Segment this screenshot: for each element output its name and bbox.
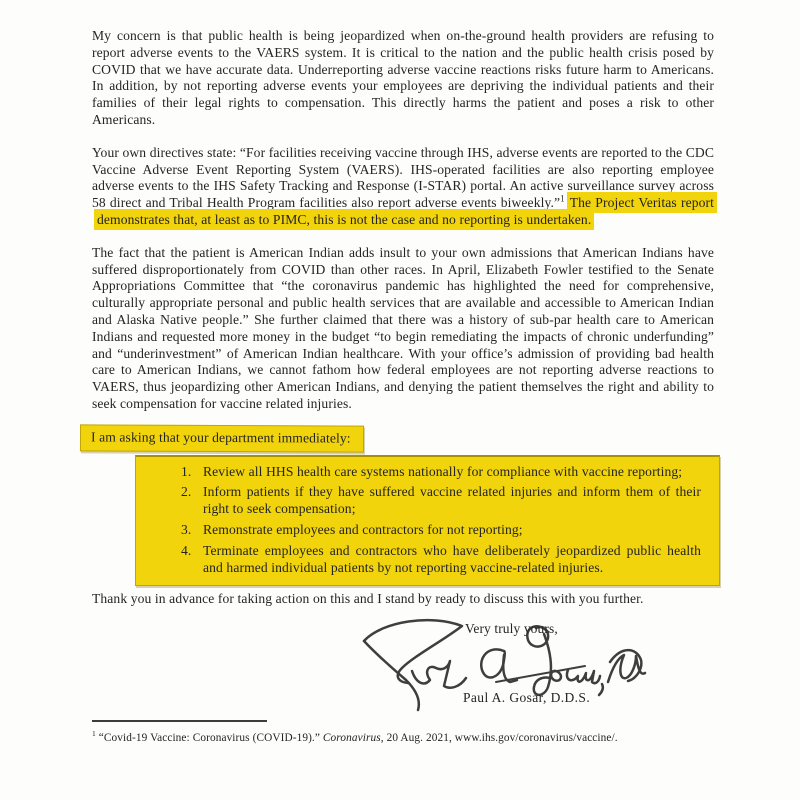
demand-item: [181, 464, 701, 481]
footnote-marker: 1: [92, 729, 96, 739]
demand-text: Inform patients if they have suffered vaccine related injuries and inform them of their right to seek compensation;: [203, 484, 701, 517]
paragraph-american-indian: The fact that the patient is American Indian adds insult to your own admissions that American Indians have suffered disproportionately from COVID than other races. In April, Elizabeth Fowler testified to the Senate Appropriations Committee that “the coronavirus pandemic has highlighted the need for comprehensive, culturally appropriate personal and public health services that are available and accessible to American Indian and Alaska Native people.” She further claimed that there was a history of sub-par health care to American Indians and requested more money in the budget “to begin remediating the impacts of chronic underfunding” and “underinvestment” of American Indian healthcare. With your office’s admission of providing bad health care to American Indians, we cannot fathom how federal employees are not reporting adverse reactions to VAERS, thus jeopardizing other American Indians, and denying the patient themselves the right and ability to seek compensation for vaccine related injuries.: [92, 244, 714, 411]
highlight-project-veritas: The Project Veritas report demonstrates that, at least as to PIMC, this is not the case and no reporting is undertaken.: [97, 195, 714, 227]
demand-number: 2.: [181, 484, 192, 500]
footnote-citation-title: Coronavirus: [322, 731, 381, 744]
demand-number: 3.: [181, 521, 192, 537]
paragraph-directives: [92, 145, 714, 229]
demand-item: [181, 522, 701, 539]
directives-quote: Your own directives state: “For facilities receiving vaccine through IHS, adverse events are reported to the CDC Vaccine Adverse Event Reporting System (VAERS). IHS-operated facilities are also reporting employee adverse events to the IHS Safety Tracking and Response (I-STAR) portal. An active surveillance survey across 58 direct and Tribal Health Program facilities also report adverse events biweekly.”: [92, 144, 714, 211]
closing-line: Thank you in advance for taking action on this and I stand by ready to discuss this with you further.: [92, 591, 644, 607]
signature-block: [92, 610, 714, 718]
footnote-reference: 1: [560, 193, 565, 204]
footnote: [92, 727, 714, 745]
footnote-citation-tail: , 20 Aug. 2021, www.ihs.gov/coronavirus/vaccine/.: [380, 731, 618, 744]
demand-text: Remonstrate employees and contractors for not reporting;: [203, 521, 523, 537]
demand-text: Review all HHS health care systems nationally for compliance with vaccine reporting;: [203, 463, 683, 479]
demand-intro-highlight: I am asking that your department immediately:: [80, 424, 364, 452]
demand-item: [181, 543, 701, 577]
demand-text: Terminate employees and contractors who have deliberately jeopardized public health and harmed individual patients by not reporting vaccine-related injuries.: [203, 542, 701, 575]
demand-list: [135, 455, 720, 587]
letter-body: [92, 28, 714, 745]
paragraph-concern: My concern is that public health is being jeopardized when on-the-ground health providers are refusing to report adverse events to the VAERS system. It is critical to the nation and the public health crisis posed by COVID that we have accurate data. Underreporting adverse vaccine reactions risks future harm to Americans. In addition, by not reporting adverse events your employees are depriving the individual patients and their families of their legal rights to compensation. This directly harms the patient and poses a risk to other Americans.: [92, 28, 714, 127]
valediction: Very truly yours,: [465, 621, 558, 637]
signer-name: Paul A. Gosar, D.D.S.: [463, 690, 591, 706]
demand-item: [181, 484, 701, 518]
demand-number: 4.: [181, 542, 192, 558]
footnote-separator: [92, 720, 267, 722]
demand-number: 1.: [181, 463, 192, 479]
footnote-citation: “Covid-19 Vaccine: Coronavirus (COVID-19).”: [95, 731, 323, 744]
